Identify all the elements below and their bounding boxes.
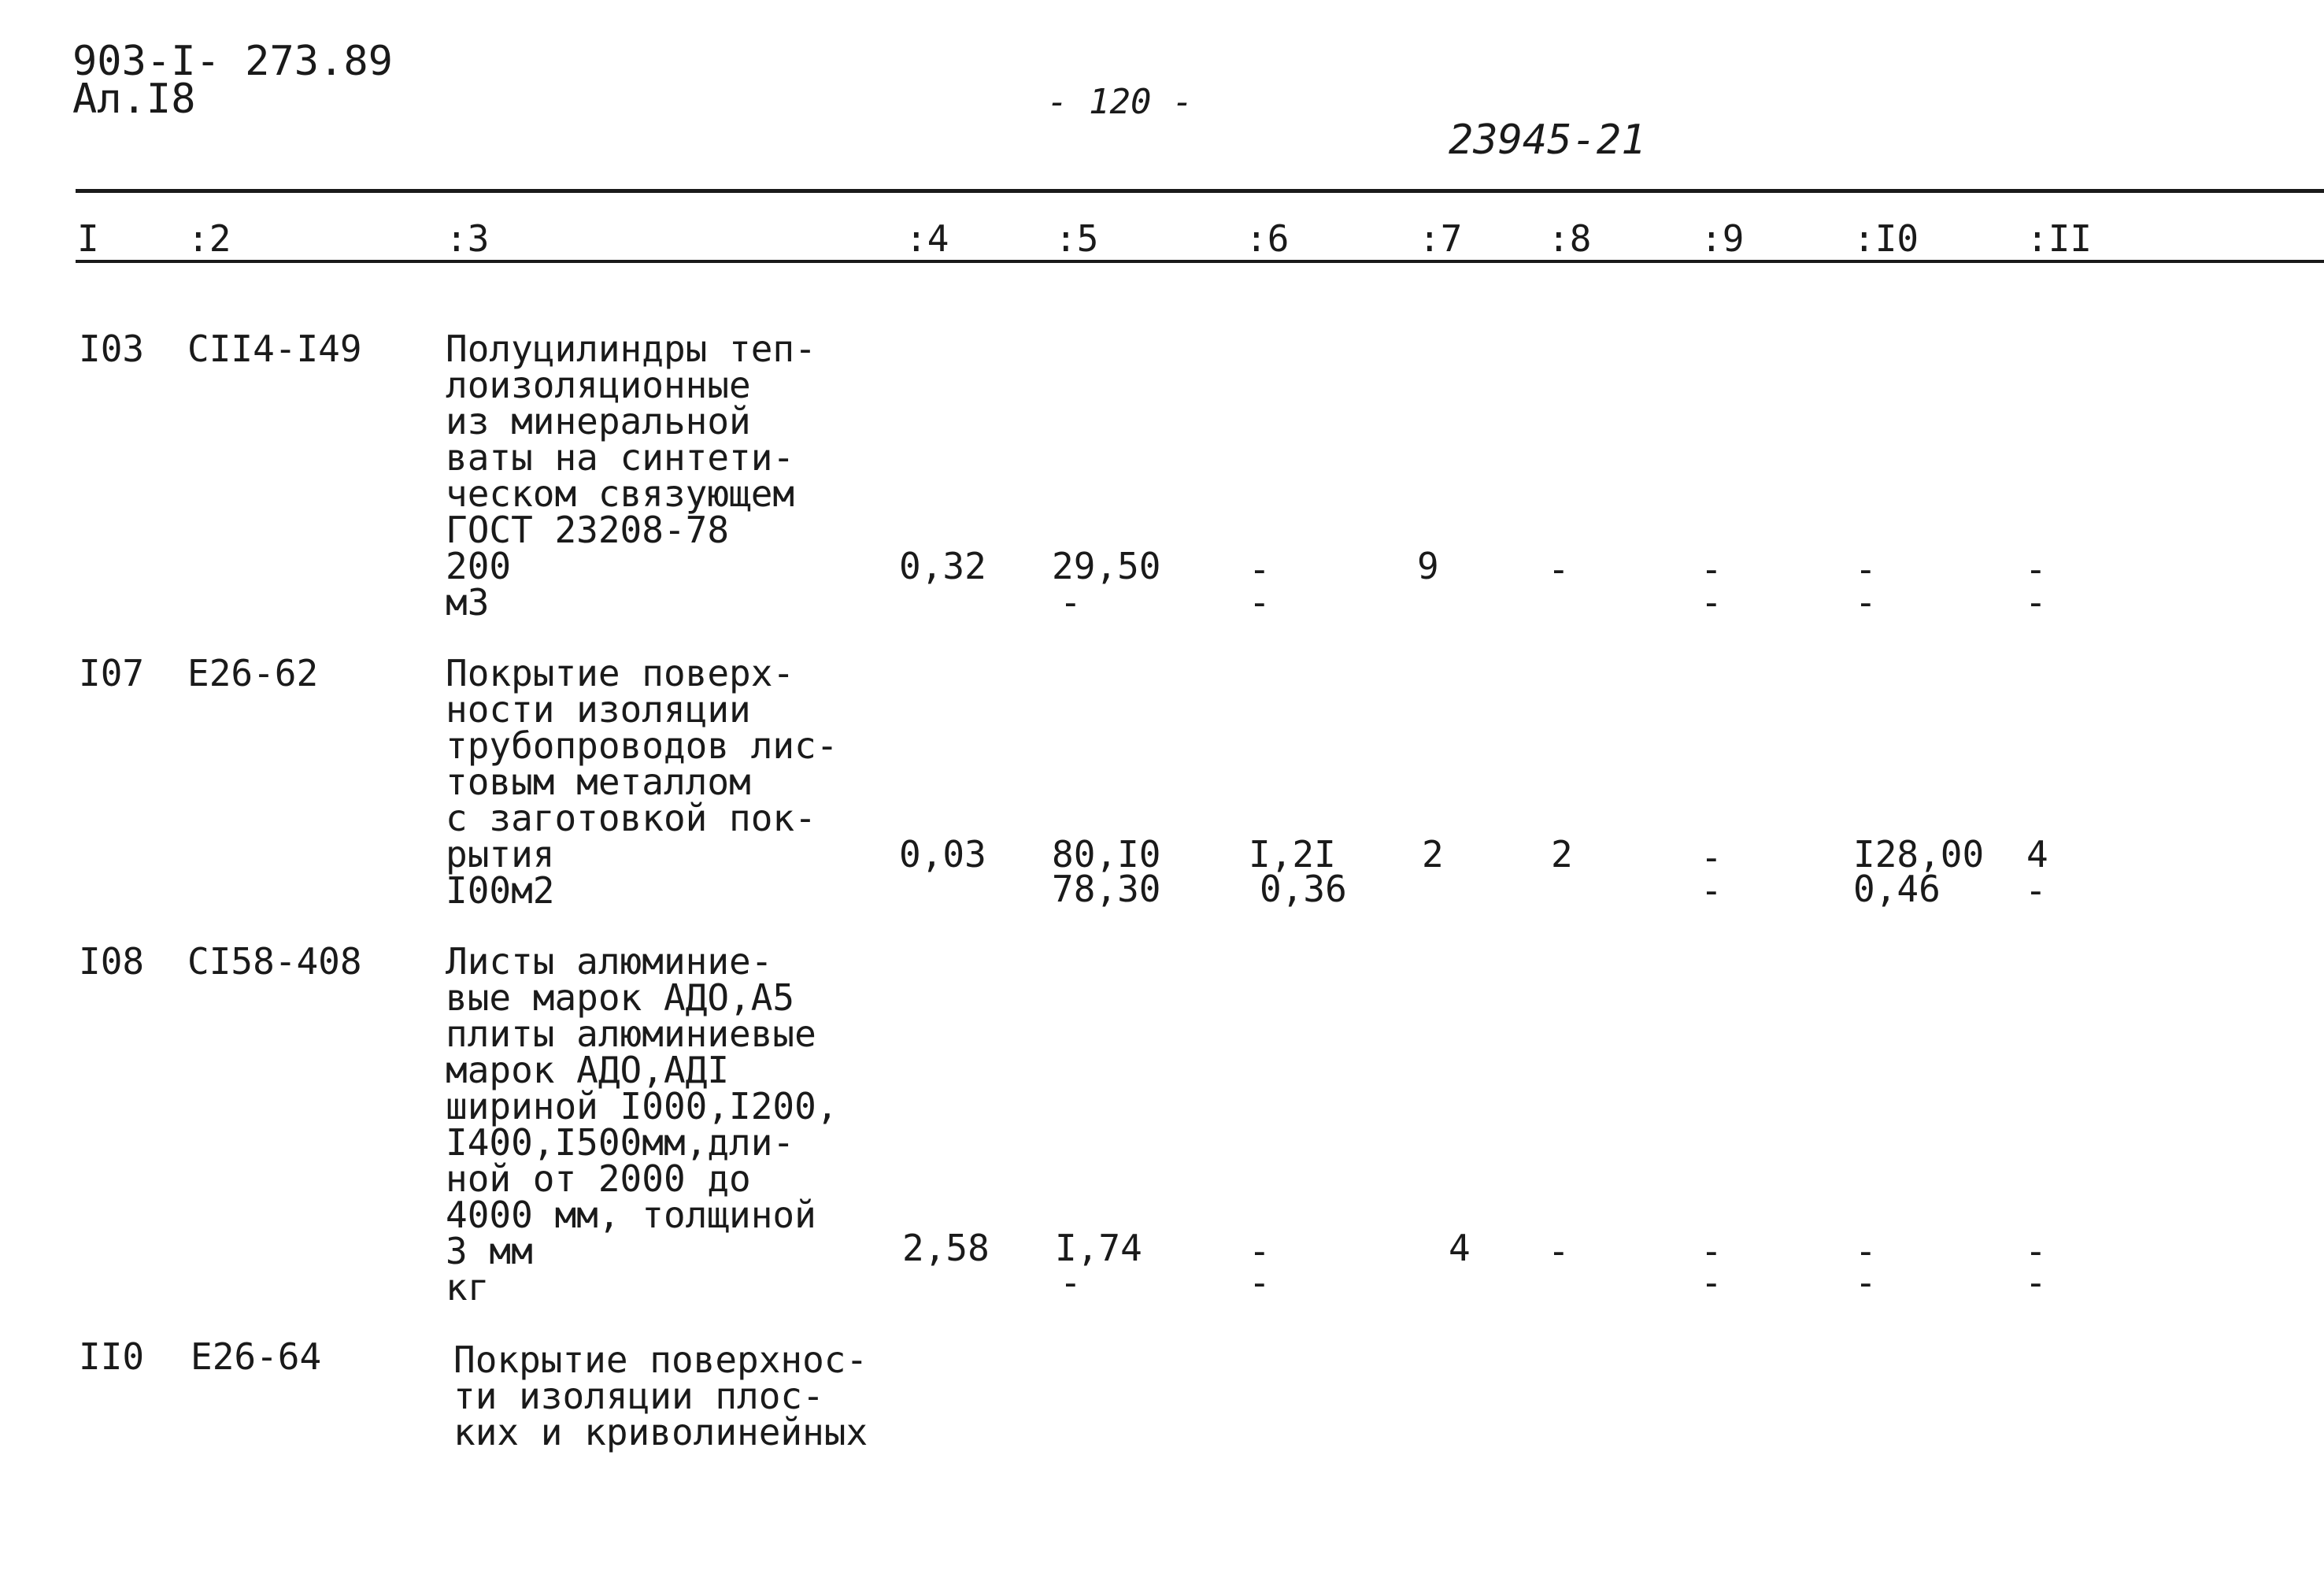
- row-col10-sub: 0,46: [1853, 868, 1941, 910]
- row-number: I03: [79, 328, 145, 370]
- row-col7: 9: [1417, 545, 1439, 587]
- row-description: Покрытие поверхнос- ти изоляции плос- ких и криволинейных: [453, 1338, 868, 1453]
- row-description: Покрытие поверх- ности изоляции трубопроводов лис- товым металлом с заготовкой пок- рытия I00м2: [446, 652, 838, 912]
- header-rule-bottom: [76, 260, 2324, 263]
- row-col11-sub: -: [2025, 1261, 2047, 1304]
- document-code: 903-I- 273.89: [72, 38, 393, 85]
- row-col8: -: [1548, 1230, 1570, 1272]
- row-col11: -: [2025, 1230, 2047, 1272]
- row-code: CII4-I49: [187, 328, 362, 370]
- row-col5-sub: -: [1060, 1261, 1082, 1304]
- row-col6: -: [1249, 1230, 1271, 1272]
- row-col5-sub: -: [1060, 581, 1082, 624]
- row-col9: -: [1700, 548, 1723, 591]
- column-header-5: :5: [1055, 217, 1099, 260]
- row-code: CI58-408: [187, 940, 362, 983]
- row-col11: -: [2025, 548, 2047, 591]
- row-col8: -: [1548, 548, 1570, 591]
- row-col9: -: [1700, 836, 1723, 879]
- row-col6-sub: -: [1249, 581, 1271, 624]
- page-number: - 120 -: [1047, 82, 1193, 122]
- column-header-11: :II: [2026, 217, 2093, 260]
- row-col10: -: [1855, 548, 1877, 591]
- document-number: 23945-21: [1449, 117, 1646, 164]
- header-rule-top: [76, 189, 2324, 193]
- row-col9-sub: -: [1700, 581, 1723, 624]
- column-header-3: :3: [446, 217, 490, 260]
- row-number: I07: [79, 652, 145, 694]
- row-col4: 0,03: [899, 833, 986, 876]
- row-col6-sub: -: [1249, 1261, 1271, 1304]
- row-col7: 2: [1422, 833, 1444, 876]
- row-col11: 4: [2026, 833, 2048, 876]
- row-col5-sub: 78,30: [1052, 868, 1161, 910]
- row-col6: I,2I: [1249, 833, 1336, 876]
- row-col6-sub: 0,36: [1260, 868, 1347, 910]
- row-col10-sub: -: [1855, 1261, 1877, 1304]
- row-col4: 0,32: [899, 545, 986, 587]
- row-col9: -: [1700, 1230, 1723, 1272]
- column-header-2: :2: [187, 217, 231, 260]
- row-code: E26-62: [187, 652, 319, 694]
- row-col5: I,74: [1055, 1227, 1142, 1269]
- row-col8: 2: [1551, 833, 1573, 876]
- row-col5: 80,I0: [1052, 833, 1161, 876]
- row-number: I08: [79, 940, 145, 983]
- column-header-1: I: [77, 217, 99, 260]
- column-header-9: :9: [1700, 217, 1745, 260]
- column-header-7: :7: [1419, 217, 1463, 260]
- row-col10: I28,00: [1853, 833, 1985, 876]
- row-number: II0: [79, 1335, 145, 1378]
- column-header-4: :4: [905, 217, 949, 260]
- row-col11-sub: -: [2025, 581, 2047, 624]
- row-col10-sub: -: [1855, 581, 1877, 624]
- column-header-6: :6: [1245, 217, 1290, 260]
- row-col7: 4: [1449, 1227, 1471, 1269]
- row-col10: -: [1855, 1230, 1877, 1272]
- column-header-10: :I0: [1853, 217, 1919, 260]
- row-description: Листы алюминие- вые марок АДО,А5 плиты алюминиевые марок АДО,АДI шириной I000,I200, I400,I500мм,дли- ной от 2000 до 4000 мм, толщиной 3 мм кг: [446, 940, 838, 1309]
- row-col9-sub: -: [1700, 869, 1723, 912]
- row-description: Полуцилиндры теп- лоизоляционные из минеральной ваты на синтети- ческом связующем ГОСТ 23208-78 200 м3: [446, 328, 816, 624]
- sheet-label: Ал.I8: [72, 76, 196, 123]
- row-col6: -: [1249, 548, 1271, 591]
- column-header-8: :8: [1548, 217, 1592, 260]
- row-col5: 29,50: [1052, 545, 1161, 587]
- row-col9-sub: -: [1700, 1261, 1723, 1304]
- row-col11-sub: -: [2025, 869, 2047, 912]
- row-code: E26-64: [191, 1335, 322, 1378]
- row-col4: 2,58: [902, 1227, 990, 1269]
